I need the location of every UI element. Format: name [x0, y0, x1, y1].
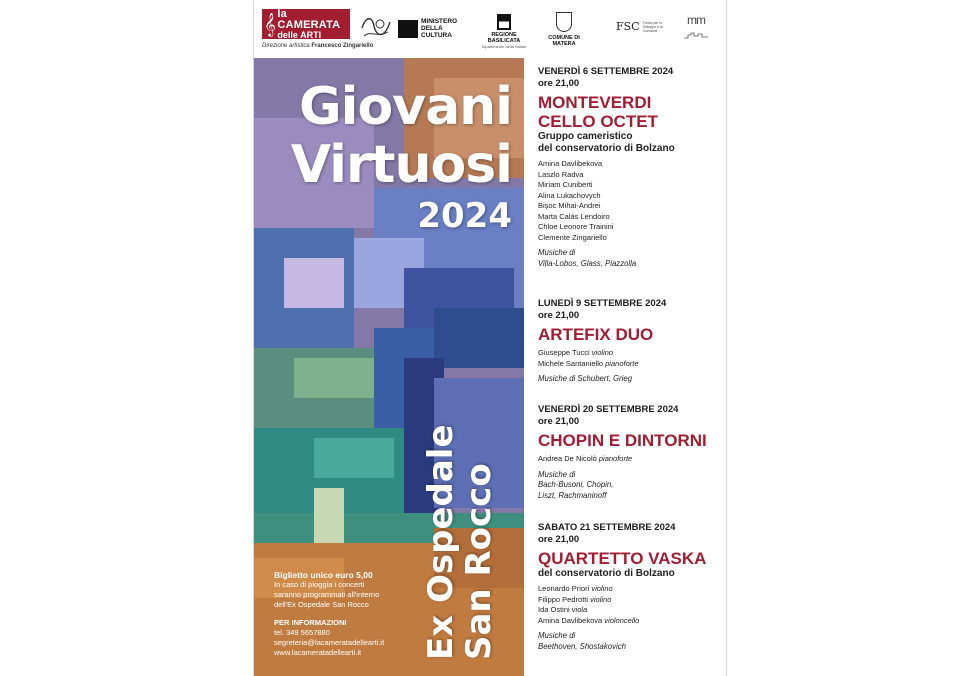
performer: Laszlo Radva — [538, 169, 584, 179]
comune-matera-logo: COMUNE DI MATERA — [540, 12, 588, 47]
poster-title — [272, 78, 512, 236]
event-time: ore 21,00 — [538, 78, 580, 89]
event-3 — [538, 404, 726, 522]
venue-line1: Ex Ospedale — [421, 424, 461, 660]
event-title: ARTEFIX DUO — [538, 325, 654, 344]
performer-list — [538, 348, 726, 369]
performer: Michele Santaniello pianoforte — [538, 358, 639, 368]
event-date: SABATO 21 SETTEMBRE 2024 — [538, 522, 676, 533]
performer-list — [538, 159, 726, 243]
concert-program — [538, 66, 726, 652]
fsc-logo: FSC Fondo per lo Sviluppo e la Coesione — [616, 20, 663, 33]
event-subtitle: Gruppo cameristico del conservatorio di Bolzano — [538, 131, 675, 154]
event-time: ore 21,00 — [538, 416, 580, 427]
performer: Amina Davlibekova — [538, 159, 603, 168]
title-line2: Virtuosi — [290, 135, 512, 195]
performer: Ida Ostini viola — [538, 605, 588, 614]
event-2 — [538, 298, 726, 404]
mm-logo: mm — [684, 14, 708, 44]
event-repertoire: Musiche di Bach-Busoni, Chopin, Liszt, Rachmaninoff — [538, 469, 614, 500]
email-link[interactable]: segreteria@lacameratadellearti.it — [274, 638, 385, 647]
event-title: CHOPIN E DINTORNI — [538, 431, 707, 450]
performer: Chloe Leonore Trainini — [538, 222, 614, 231]
event-date: VENERDÌ 6 SETTEMBRE 2024 — [538, 66, 674, 77]
event-title: QUARTETTO VASKA — [538, 549, 707, 568]
event-4 — [538, 522, 726, 652]
sponsor-header — [254, 0, 727, 58]
performer: Filippo Pedrotti violino — [538, 594, 612, 604]
artistic-director: Direzione artistica Francesco Zingariello — [262, 43, 374, 49]
performer: Amina Davlibekova violoncello — [538, 615, 640, 625]
performer: Alina Lukachovych — [538, 190, 601, 200]
event-time: ore 21,00 — [538, 534, 580, 545]
event-date: LUNEDÌ 9 SETTEMBRE 2024 — [538, 298, 667, 309]
website-link[interactable]: www.lacameratadellearti.it — [274, 648, 362, 657]
concert-poster — [253, 0, 727, 676]
performer-list — [538, 584, 726, 626]
event-time: ore 21,00 — [538, 310, 580, 321]
logo-line2: delle ARTI — [277, 29, 322, 40]
performer-list — [538, 454, 726, 465]
ministero-emblem-icon — [398, 20, 418, 38]
logo-line1: la CAMERATA — [277, 7, 341, 31]
skyline-icon — [684, 31, 708, 39]
event-repertoire: Musiche di Schubert, Grieg — [538, 374, 633, 383]
title-year: 2024 — [417, 196, 512, 236]
event-subtitle: del conservatorio di Bolzano — [538, 568, 675, 579]
regione-basilicata-logo: REGIONE BASILICATA Dipartimento della Salute — [476, 14, 532, 49]
event-title: MONTEVERDI CELLO OCTET — [538, 93, 658, 131]
performer: Bișoc Mihai-Andrei — [538, 201, 601, 210]
painting-artwork — [254, 58, 524, 676]
event-1 — [538, 66, 726, 298]
performer: Miriam Cuniberti — [538, 180, 593, 189]
performer: Andrea De Nicolò pianoforte — [538, 454, 633, 463]
title-line1: Giovani — [298, 77, 512, 137]
venue-line2: San Rocco — [459, 463, 499, 660]
ministero-cultura-logo: MINISTERO DELLA CULTURA — [398, 18, 457, 39]
performer: Clemente Zingariello — [538, 232, 607, 242]
performer: Leonardo Priori violino — [538, 584, 613, 593]
contact-info: PER INFORMAZIONI tel. 349 5657880 segreteria@lacameratadellearti.it www.lacameratadellearti.it — [274, 618, 434, 658]
signature-logo-icon — [358, 10, 394, 46]
camerata-logo — [262, 9, 350, 39]
event-repertoire: Musiche di Villa-Lobos, Glass, Piazzolla — [538, 248, 637, 268]
event-date: VENERDÌ 20 SETTEMBRE 2024 — [538, 404, 679, 415]
event-repertoire: Musiche di Beethoven, Shostakovich — [538, 631, 626, 651]
performer: Marta Calás Lendoiro — [538, 211, 610, 221]
performer: Giuseppe Tucci violino — [538, 348, 614, 357]
city-crest-icon — [556, 12, 572, 32]
regione-emblem-icon — [497, 14, 511, 30]
ticket-info: Biglietto unico euro 5,00 In caso di pioggia i concerti saranno programmati all'interno dell'Ex Ospedale San Rocco — [274, 570, 380, 609]
phone-number: tel. 349 5657880 — [274, 628, 330, 637]
treble-clef-icon: 𝄞 — [264, 12, 276, 36]
